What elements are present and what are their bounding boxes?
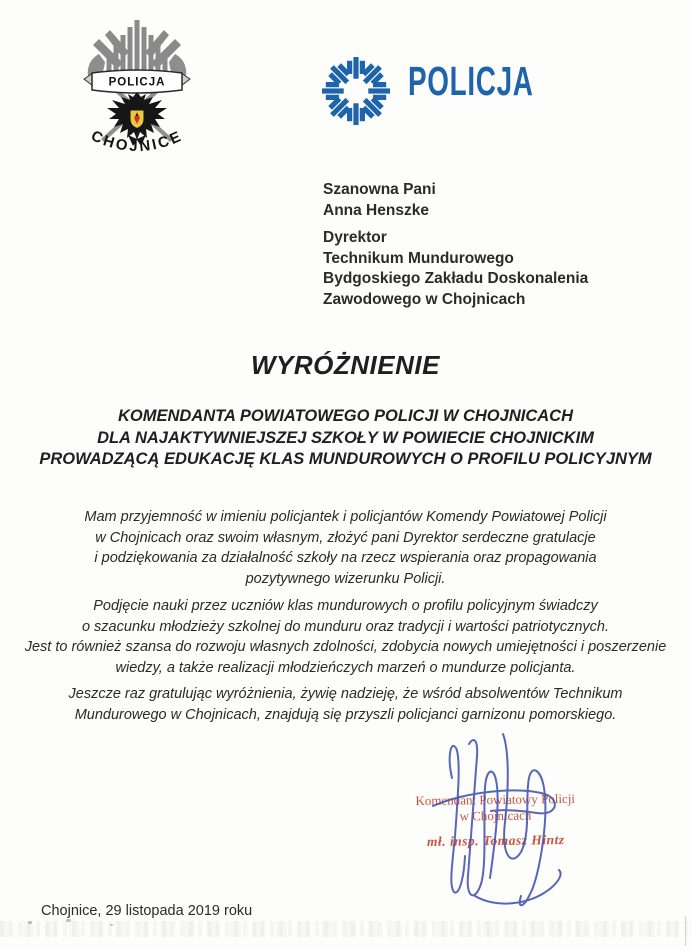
subtitle-line: KOMENDANTA POWIATOWEGO POLICJI W CHOJNICACH xyxy=(118,407,573,425)
recipient-name: Anna Henszke xyxy=(323,201,429,219)
body-paragraph-2 xyxy=(1,596,690,678)
star-rays-icon xyxy=(93,20,181,76)
scan-speck xyxy=(28,921,32,924)
police-chojnice-emblem-graphic xyxy=(78,18,196,166)
paragraph-line: Podjęcie nauki przez uczniów klas mundurowych o profilu policyjnym świadczy xyxy=(93,598,598,614)
recipient-salutation-line: Szanowna Pani xyxy=(323,181,436,198)
paragraph-line: o szacunku młodzieży szkolnej do munduru oraz tradycji i wartości patriotycznych. xyxy=(81,618,610,635)
paragraph-line: Jest to również szansa do rozwoju własnych zdolności, zdobycia nowych umiejętności i poszerzenie xyxy=(24,639,667,655)
scan-speck xyxy=(110,924,113,926)
policja-banner xyxy=(84,70,190,93)
scan-speck xyxy=(66,919,71,922)
scan-edge-line xyxy=(685,916,686,946)
paragraph-line: pozytywnego wizerunku Policji. xyxy=(245,570,446,587)
recipient-role: Dyrektor xyxy=(323,229,387,246)
recipient-institution-line: Technikum Mundurowego xyxy=(323,249,514,267)
document-title: WYRÓŻNIENIE xyxy=(251,350,440,380)
document-subtitle xyxy=(0,406,691,471)
paragraph-line: w Chojnicach oraz swoim własnym, złożyć pani Dyrektor serdeczne gratulacje xyxy=(95,529,596,546)
policja-star-icon xyxy=(322,57,390,125)
paragraph-line: i podziękowania za działalność szkoły na rzecz wspierania oraz propagowania xyxy=(94,550,597,566)
recipient-institution-line: Bydgoskiego Zakładu Doskonalenia xyxy=(323,270,589,287)
city-arc-label: CHOJNICE xyxy=(88,127,186,156)
recipient-institution-line: Zawodowego w Chojnicach xyxy=(323,290,526,308)
banner-label: POLICJA xyxy=(108,76,166,89)
paragraph-line: Mundurowego w Chojnicach, znajdują się przyszli policjanci garnizonu pomorskiego. xyxy=(74,706,617,723)
stamp-title-line: Komendant Powiatowy Policji xyxy=(415,790,576,809)
commander-stamp xyxy=(408,791,584,850)
stamp-rank-name-line: mł. insp. Tomasz Hintz xyxy=(426,832,565,849)
police-chojnice-emblem xyxy=(78,18,196,171)
subtitle-line: DLA NAJAKTYWNIEJSZEJ SZKOŁY W POWIECIE CHOJNICKIM xyxy=(97,428,594,447)
place-and-date: Chojnice, 29 listopada 2019 roku xyxy=(41,903,253,919)
policja-logo xyxy=(322,57,390,130)
scan-noise-band xyxy=(0,921,691,937)
paragraph-line: Jeszcze raz gratulując wyróżnienia, żywię nadzieję, że wśród absolwentów Technikum xyxy=(68,686,623,702)
stamp-location-line: w Chojnicach xyxy=(459,807,532,824)
recipient-block xyxy=(323,180,588,310)
subtitle-line: PROWADZĄCĄ EDUKACJĘ KLAS MUNDUROWYCH O PROFILU POLICYJNYM xyxy=(39,450,652,468)
body-paragraph-3 xyxy=(1,684,690,725)
policja-wordmark: POLICJA xyxy=(408,58,534,104)
body-paragraph-1 xyxy=(1,507,690,589)
paragraph-line: Mam przyjemność w imieniu policjantek i policjantów Komendy Powiatowej Policji xyxy=(84,509,607,525)
paragraph-line: wiedzy, a także realizacji młodzieńczych marzeń o mundurze policjanta. xyxy=(115,659,576,676)
